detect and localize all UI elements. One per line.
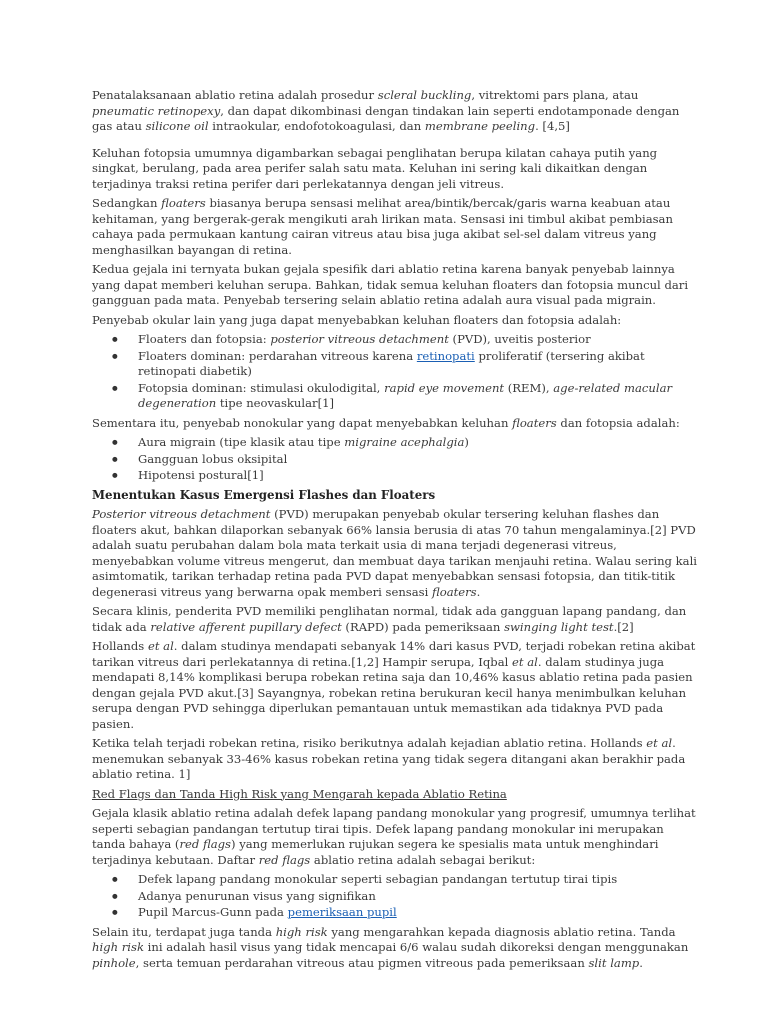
paragraph-tear-risk	[92, 736, 698, 783]
paragraph-photopsia: Keluhan fotopsia umumnya digambarkan sebagai penglihatan berupa kilatan cahaya putih yang singkat, berulang, pada area perifer salah satu mata. Keluhan ini sering kali dikaitkan dengan terjadinya traksi retina perifer dari perlekatannya dengan jeli vitreus.	[92, 145, 658, 191]
text: proliferatif (tersering akibat retinopati diabetik)	[138, 348, 645, 378]
text: Sementara itu, penyebab nonokular yang dapat menyebabkan keluhan	[92, 415, 513, 430]
list-item	[138, 332, 698, 348]
text: . menemukan sebanyak 33-46% kasus robekan retina yang tidak segera ditangani akan berakhir pada ablatio retina. 1]	[92, 736, 686, 781]
italic-text: high risk	[275, 924, 328, 939]
list-item: ● Adanya penurunan visus yang signifikan	[138, 889, 698, 905]
italic-text: silicone oil	[145, 119, 209, 133]
list-item: ● Gangguan lobus oksipital	[138, 452, 698, 468]
italic-text: floaters	[432, 584, 477, 599]
text: )	[464, 435, 469, 449]
italic-text: floaters	[161, 196, 206, 210]
italic-text: slit lamp	[588, 955, 640, 970]
text: Gejala klasik ablatio retina adalah defek lapang pandang monokular yang progresif, umumnya terlihat seperti sebagian pandangan tertutup tirai tipis. Defek lapang pandang monokular ini merupakan tanda bahaya (	[92, 806, 696, 851]
section-heading-emergency: Menentukan Kasus Emergensi Flashes dan Floaters	[92, 487, 436, 502]
paragraph-floaters	[92, 196, 698, 258]
italic-text: rapid eye movement	[384, 380, 505, 395]
text: (RAPD) pada pemeriksaan	[341, 619, 505, 634]
nonocular-causes-list	[92, 435, 698, 484]
list-item	[138, 435, 698, 451]
paragraph-nonocular-intro	[92, 416, 698, 432]
text: ini adalah hasil visus yang tidak mencapai 6/6 walau sudah dikoreksi dengan menggunakan	[143, 940, 689, 954]
section-heading-red-flags: Red Flags dan Tanda High Risk yang Mengarah kepada Ablatio Retina	[92, 786, 507, 801]
text: Sedangkan	[92, 196, 162, 210]
paragraph-pvd	[92, 507, 698, 600]
red-flags-list	[92, 872, 698, 921]
italic-text: relative afferent pupillary defect	[150, 619, 342, 634]
text: intraokular, endofotokoagulasi, dan	[208, 119, 425, 133]
italic-text: et al	[646, 736, 673, 750]
paragraph-high-risk	[92, 925, 698, 972]
text: .	[639, 955, 643, 970]
paragraph-nonspecific: Kedua gejala ini ternyata bukan gejala spesifik dari ablatio retina karena banyak penyebab lainnya yang dapat memberi keluhan serupa. Bahkan, tidak semua keluhan floaters dan fotopsia muncul dari gangguan pada mata. Penyebab tersering selain ablatio retina adalah aura visual pada migrain.	[92, 262, 689, 307]
italic-text: et al	[512, 654, 538, 669]
text: .[2]	[613, 619, 634, 634]
italic-text: floaters	[512, 415, 557, 430]
list-item: ● Hipotensi postural[1]	[138, 468, 698, 484]
italic-text: red flags	[179, 837, 231, 851]
text: Fotopsia dominan: stimulasi okulodigital,	[138, 380, 385, 395]
text: (PVD), uveitis posterior	[448, 332, 591, 346]
text: . dalam studinya juga mendapati 8,14% komplikasi berupa robekan retina saja dan 10,46% kasus ablatio retina pada pasien dengan gejala PVD akut.[3] Sayangnya, robekan retina berukuran kecil hanya menimbulkan keluhan serupa dengan PVD sehingga diperlukan pemantauan untuk memastikan ada tidaknya PVD pada pasien.	[92, 654, 693, 731]
paragraph-clinical	[92, 604, 698, 635]
text: , vitrektomi pars plana, atau	[471, 88, 639, 102]
text: (REM),	[504, 380, 554, 395]
text: ) yang memerlukan rujukan segera ke spesialis mata untuk menghindari terjadinya kebutaan. Daftar	[92, 837, 659, 867]
text: dan fotopsia adalah:	[556, 415, 680, 430]
italic-text: posterior vitreous detachment	[270, 332, 449, 346]
italic-text: pneumatic retinopexy	[92, 103, 221, 118]
text: Selain itu, terdapat juga tanda	[92, 924, 276, 939]
text: . [4,5]	[535, 119, 570, 133]
italic-text: membrane peeling	[424, 119, 536, 133]
italic-text: swinging light test	[504, 619, 614, 634]
text: yang mengarahkan kepada diagnosis ablatio retina. Tanda	[327, 924, 676, 939]
italic-text: pinhole	[92, 955, 136, 970]
text: Pupil Marcus-Gunn pada	[138, 905, 288, 919]
list-item: ● Defek lapang pandang monokular seperti sebagian pandangan tertutup tirai tipis	[138, 872, 698, 888]
text: Floaters dominan: perdarahan vitreous karena	[138, 348, 417, 363]
text: , serta temuan perdarahan vitreous atau pigmen vitreous pada pemeriksaan	[135, 955, 589, 970]
list-item	[138, 905, 698, 921]
text: ablatio retina adalah sebagai berikut:	[310, 852, 536, 867]
list-item	[138, 349, 698, 380]
italic-text: age-related macular degeneration	[138, 380, 673, 410]
text: tipe neovaskular[1]	[216, 396, 334, 410]
text: , dan dapat dikombinasi dengan tindakan lain seperti endotamponade dengan gas atau	[92, 103, 680, 133]
text: Secara klinis, penderita PVD memiliki penglihatan normal, tidak ada gangguan lapang pandang, dan tidak ada	[92, 604, 687, 634]
italic-text: Posterior vitreous detachment	[92, 507, 271, 521]
paragraph-treatment	[92, 88, 698, 135]
link-retinopati[interactable]: retinopati	[416, 348, 475, 363]
text: Aura migrain (tipe klasik atau tipe	[138, 435, 345, 449]
text: (PVD) merupakan penyebab okular tersering keluhan flashes dan floaters akut, bahkan dilaporkan sebanyak 66% lansia berusia di atas 70 tahun mengalaminya.[2] PVD adalah suatu perubahan dalam bola mata terkait usia di mana terjadi degenerasi vitreus, menyebabkan volume vitreus mengerut, dan membuat daya tarikan menjauhi retina. Walau sering kali asimtomatik, tarikan terhadap retina pada PVD dapat menyebabkan sensasi fotopsia, dan titik-titik degenerasi vitreus yang berwarna opak memberi sensasi	[92, 507, 698, 599]
italic-text: et al	[147, 639, 174, 653]
text: . dalam studinya mendapati sebanyak 14% dari kasus PVD, terjadi robekan retina akibat tarikan vitreus dari perlekatannya di retina.[1,2] Hampir serupa, Iqbal	[92, 639, 696, 669]
text: biasanya berupa sensasi melihat area/bintik/bercak/garis warna keabuan atau kehitaman, yang bergerak-gerak mengikuti arah lirikan mata. Sensasi ini timbul akibat pembiasan cahaya pada permukaan kantung cairan vitreus atau bisa juga akibat sel-sel dalam vitreus yang menghasilkan bayangan di retina.	[92, 196, 673, 257]
paragraph-hollands	[92, 639, 698, 732]
text: Penatalaksanaan ablatio retina adalah prosedur	[92, 88, 378, 102]
italic-text: scleral buckling	[377, 88, 472, 102]
paragraph-ocular-causes-intro: Penyebab okular lain yang juga dapat menyebabkan keluhan floaters dan fotopsia adalah:	[92, 312, 622, 327]
list-item	[138, 381, 698, 412]
link-pemeriksaan-pupil[interactable]: pemeriksaan pupil	[287, 905, 397, 919]
text: .	[476, 584, 481, 599]
italic-text: migraine acephalgia	[344, 435, 465, 449]
ocular-causes-list	[92, 332, 698, 412]
paragraph-classic-symptoms	[92, 806, 698, 868]
italic-text: high risk	[92, 940, 144, 954]
text: Ketika telah terjadi robekan retina, risiko berikutnya adalah kejadian ablatio retina. Hollands	[92, 736, 647, 750]
text: Floaters dan fotopsia:	[138, 332, 271, 346]
italic-text: red flags	[258, 852, 311, 867]
text: Hollands	[92, 639, 148, 653]
